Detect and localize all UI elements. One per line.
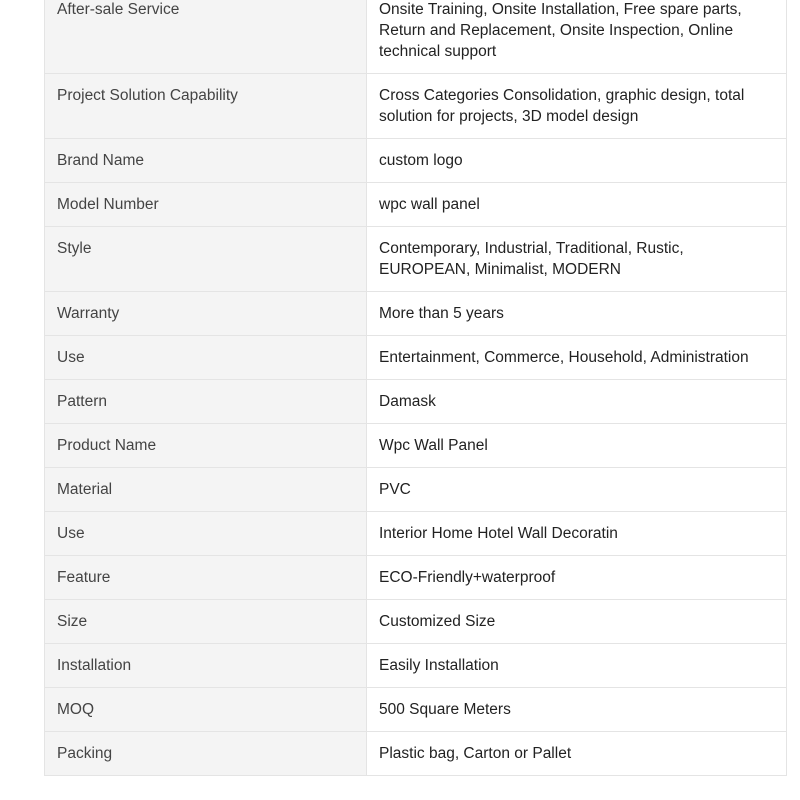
spec-row-model-number bbox=[45, 183, 787, 227]
spec-attribute-value: custom logo bbox=[367, 139, 787, 183]
spec-row-warranty bbox=[45, 292, 787, 336]
spec-row-style bbox=[45, 227, 787, 292]
spec-attribute-value: Contemporary, Industrial, Traditional, Rustic, EUROPEAN, Minimalist, MODERN bbox=[367, 227, 787, 292]
spec-attribute-name: Pattern bbox=[45, 380, 367, 424]
spec-attribute-value: Plastic bag, Carton or Pallet bbox=[367, 732, 787, 776]
spec-row-after-sale-service bbox=[45, 0, 787, 74]
spec-row-use-interior bbox=[45, 512, 787, 556]
spec-attribute-name: Project Solution Capability bbox=[45, 74, 367, 139]
spec-attribute-value: Onsite Training, Onsite Installation, Free spare parts, Return and Replacement, Onsite Inspection, Online technical support bbox=[367, 0, 787, 74]
spec-row-packing bbox=[45, 732, 787, 776]
product-specifications bbox=[44, 0, 787, 776]
spec-row-project-solution-capability bbox=[45, 74, 787, 139]
spec-attribute-value: More than 5 years bbox=[367, 292, 787, 336]
spec-attribute-value: 500 Square Meters bbox=[367, 688, 787, 732]
spec-row-moq bbox=[45, 688, 787, 732]
spec-attribute-name: Model Number bbox=[45, 183, 367, 227]
spec-attribute-name: Material bbox=[45, 468, 367, 512]
spec-attribute-name: Brand Name bbox=[45, 139, 367, 183]
spec-attribute-value: Entertainment, Commerce, Household, Administration bbox=[367, 336, 787, 380]
spec-attribute-value: Interior Home Hotel Wall Decoratin bbox=[367, 512, 787, 556]
spec-attribute-name: Packing bbox=[45, 732, 367, 776]
spec-row-brand-name bbox=[45, 139, 787, 183]
spec-attribute-value: wpc wall panel bbox=[367, 183, 787, 227]
spec-attribute-name: Style bbox=[45, 227, 367, 292]
spec-attribute-name: Feature bbox=[45, 556, 367, 600]
spec-attribute-name: Product Name bbox=[45, 424, 367, 468]
spec-attribute-name: MOQ bbox=[45, 688, 367, 732]
spec-attribute-value: ECO-Friendly+waterproof bbox=[367, 556, 787, 600]
spec-row-pattern bbox=[45, 380, 787, 424]
spec-attribute-name: Use bbox=[45, 512, 367, 556]
spec-attribute-value: Wpc Wall Panel bbox=[367, 424, 787, 468]
spec-row-installation bbox=[45, 644, 787, 688]
spec-row-size bbox=[45, 600, 787, 644]
spec-attribute-name: Warranty bbox=[45, 292, 367, 336]
spec-attribute-name: Use bbox=[45, 336, 367, 380]
spec-attribute-value: PVC bbox=[367, 468, 787, 512]
spec-attribute-value: Cross Categories Consolidation, graphic design, total solution for projects, 3D model design bbox=[367, 74, 787, 139]
spec-attribute-name: Size bbox=[45, 600, 367, 644]
spec-row-feature bbox=[45, 556, 787, 600]
spec-table bbox=[44, 0, 787, 776]
spec-attribute-value: Easily Installation bbox=[367, 644, 787, 688]
spec-row-use bbox=[45, 336, 787, 380]
spec-row-product-name bbox=[45, 424, 787, 468]
spec-row-material bbox=[45, 468, 787, 512]
spec-attribute-value: Customized Size bbox=[367, 600, 787, 644]
spec-attribute-name: Installation bbox=[45, 644, 367, 688]
spec-attribute-name: After-sale Service bbox=[45, 0, 367, 74]
spec-attribute-value: Damask bbox=[367, 380, 787, 424]
